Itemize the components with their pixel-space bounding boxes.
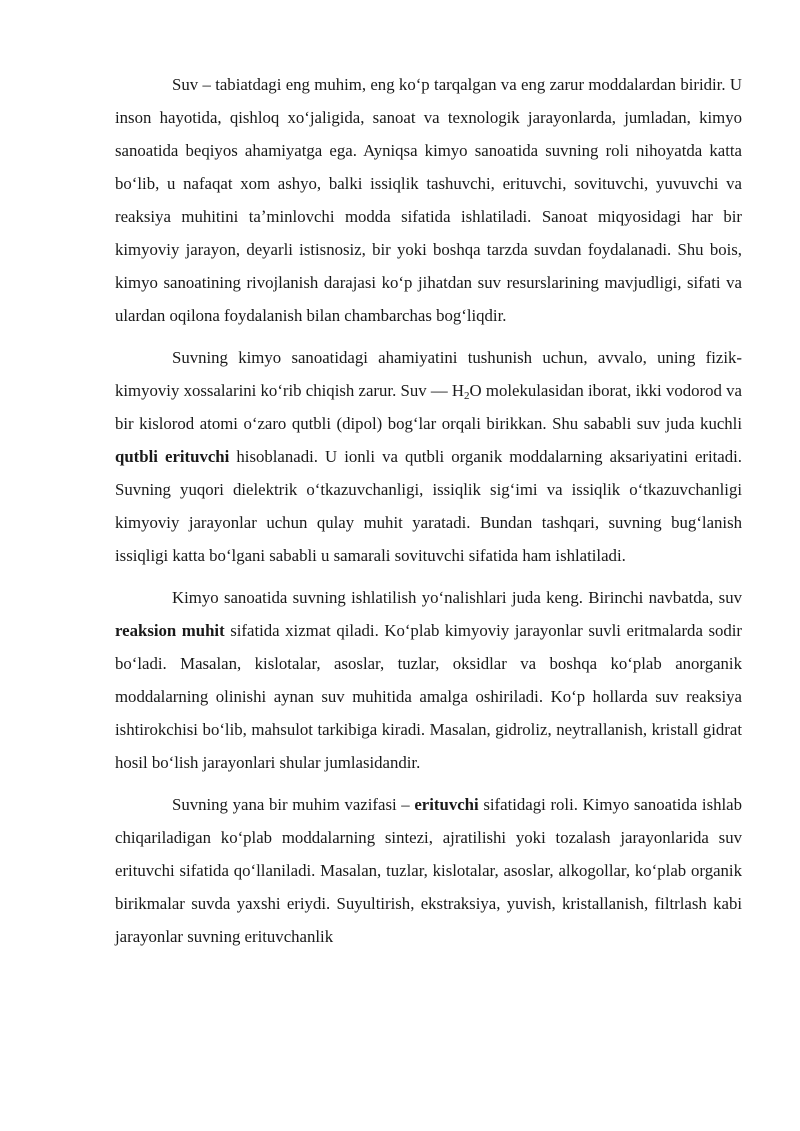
document-page [115,68,742,953]
bold-term: reaksion muhit [115,621,225,640]
paragraph-text: Suv – tabiatdagi eng muhim, eng koʻp tarqalgan va eng zarur moddalardan biridir. U inson hayotida, qishloq xoʻjaligida, sanoat va texnologik jarayonlarda, jumladan, kimyo sanoatida beqiyos ahamiyatga ega. Ayniqsa kimyo sanoatida suvning roli nihoyatda katta boʻlib, u nafaqat xom ashyo, balki issiqlik tashuvchi, erituvchi, sovituvchi, yuvuvchi va reaksiya muhitini taʼminlovchi modda sifatida ishlatiladi. Sanoat miqyosidagi har bir kimyoviy jarayon, deyarli istisnosiz, bir yoki boshqa tarzda suvdan foydalanadi. Shu bois, kimyo sanoatining rivojlanish darajasi koʻp jihatdan suv resurslarining mavjudligi, sifati va ulardan oqilona foydalanish bilan chambarchas bogʻliqdir. [115,75,742,325]
paragraph-text: Suvning yana bir muhim vazifasi – [172,795,415,814]
paragraph-text: Suvning kimyo sanoatidagi ahamiyatini tushunish uchun, avvalo, uning fizik-kimyoviy xossalarini koʻrib chiqish zarur. Suv — H [115,348,742,400]
paragraph-3 [115,581,742,779]
paragraph-text: sifatida xizmat qiladi. Koʻplab kimyoviy jarayonlar suvli eritmalarda sodir boʻladi. Masalan, kislotalar, asoslar, tuzlar, oksidlar va boshqa koʻplab anorganik moddalarning olinishi aynan suv muhitida amalga oshiriladi. Koʻp hollarda suv reaksiya ishtirokchisi boʻlib, mahsulot tarkibiga kiradi. Masalan, gidroliz, neytrallanish, kristall gidrat hosil boʻlish jarayonlari shular jumlasidandir. [115,621,743,772]
paragraph-text: Kimyo sanoatida suvning ishlatilish yoʻnalishlari juda keng. Birinchi navbatda, suv [172,588,742,607]
paragraph-text: sifatidagi roli. Kimyo sanoatida ishlab chiqariladigan koʻplab moddalarning sintezi, ajratilishi yoki tozalash jarayonlarida suv erituvchi sifatida qoʻllaniladi. Masalan, tuzlar, kislotalar, asoslar, alkogollar, koʻplab organik birikmalar suvda yaxshi eriydi. Suyultirish, ekstraksiya, yuvish, kristallanish, filtrlash kabi jarayonlar suvning erituvchanlik [115,795,743,946]
paragraph-4 [115,788,742,953]
bold-term: erituvchi [414,795,479,814]
paragraph-text: hisoblanadi. U ionli va qutbli organik moddalarning aksariyatini eritadi. Suvning yuqori dielektrik oʻtkazuvchanligi, issiqlik sigʻimi va issiqlik oʻtkazuvchanligi kimyoviy jarayonlar uchun qulay muhit yaratadi. Bundan tashqari, suvning bugʻlanish issiqligi katta boʻlgani sababli u samarali sovituvchi sifatida ham ishlatiladi. [115,447,742,565]
paragraph-text: O molekulasidan iborat, ikki vodorod va bir kislorod atomi oʻzaro qutbli (dipol) bogʻlar orqali birikkan. Shu sababli suv juda kuchli [115,381,742,433]
subscript-text: 2 [464,390,470,402]
paragraph-2 [115,341,742,572]
bold-term: qutbli erituvchi [115,447,230,466]
paragraph-1 [115,68,742,332]
